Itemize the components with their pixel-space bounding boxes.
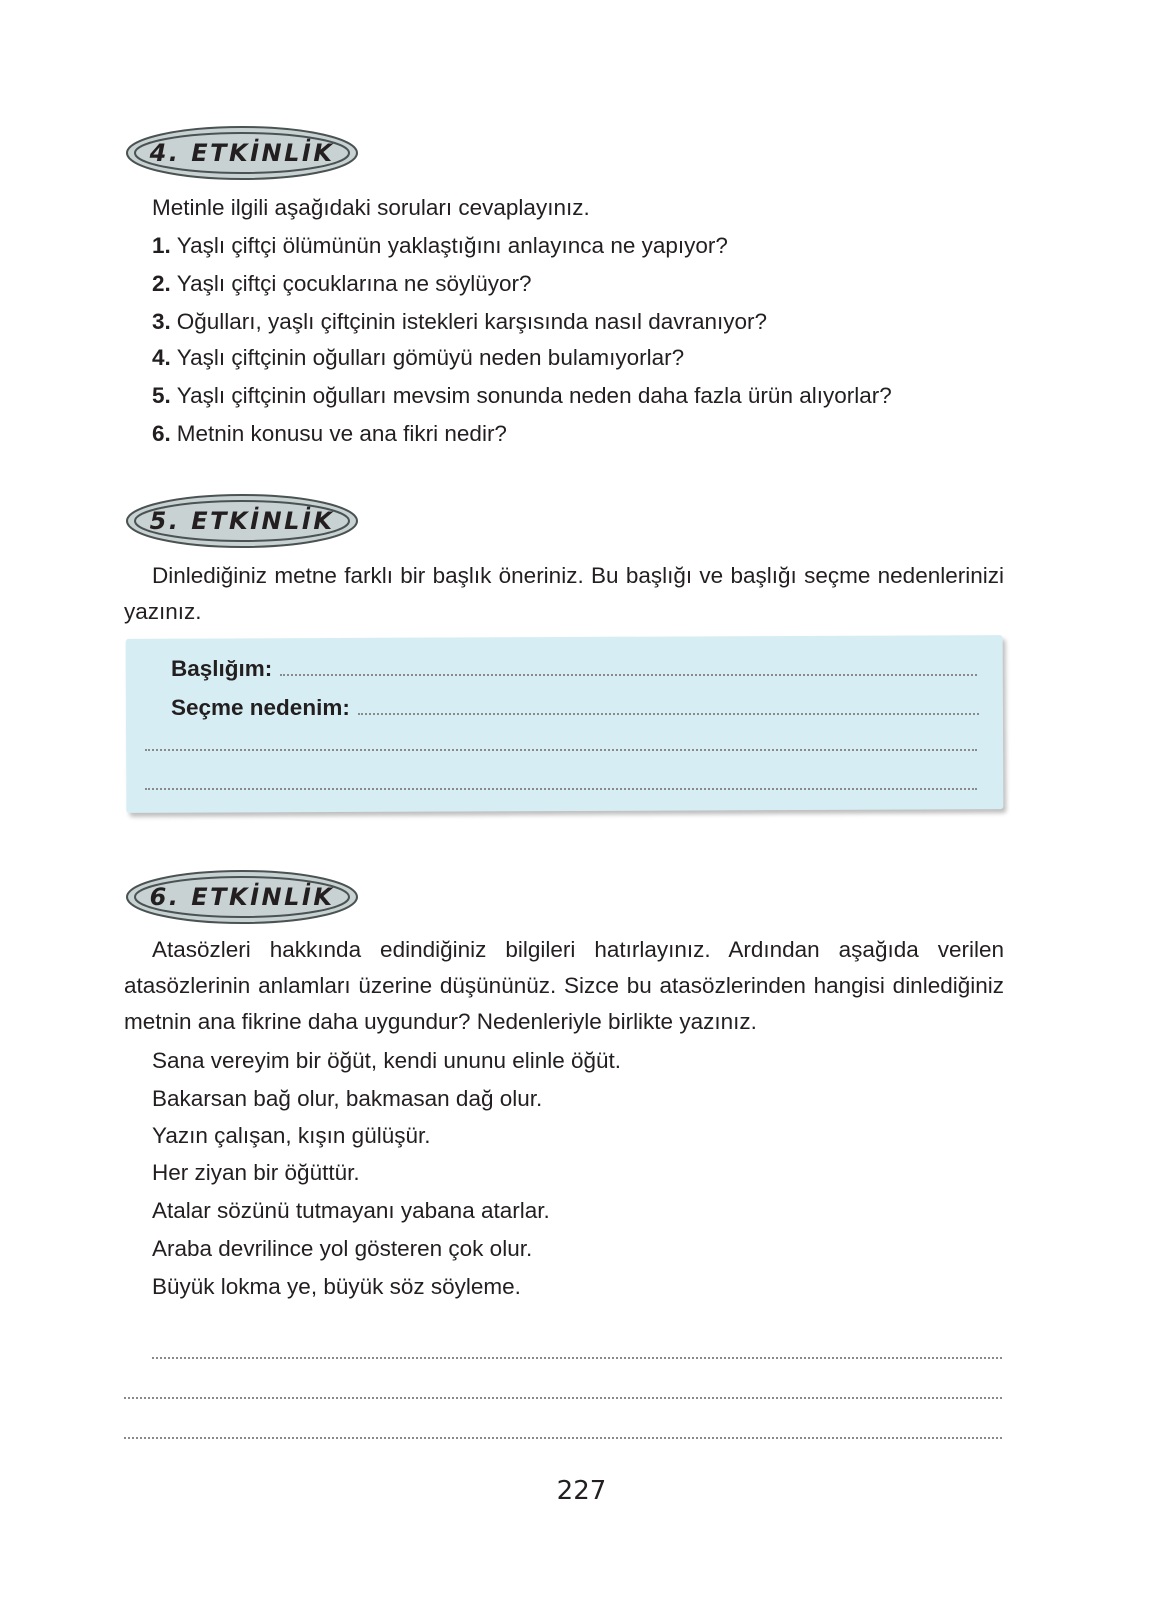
title-answer-line[interactable]: [280, 673, 977, 676]
question-number: 6.: [152, 421, 171, 446]
activity-6-badge: [124, 868, 360, 926]
question-text: Oğulları, yaşlı çiftçinin istekleri karşısında nasıl davranıyor?: [176, 309, 768, 334]
answer-line[interactable]: [124, 1397, 1002, 1399]
question-item: [152, 381, 892, 411]
page-number: 227: [556, 1476, 607, 1506]
question-text: Yaşlı çiftçinin oğulları mevsim sonunda neden daha fazla ürün alıyorlar?: [176, 383, 892, 408]
question-text: Yaşlı çiftçi çocuklarına ne söylüyor?: [176, 271, 532, 296]
answer-line[interactable]: [145, 788, 977, 790]
answer-line[interactable]: [152, 1357, 1002, 1359]
activity-4-intro: Metinle ilgili aşağıdaki soruları cevaplayınız.: [152, 195, 590, 220]
question-number: 4.: [152, 345, 171, 370]
activity-5-badge: [124, 492, 360, 550]
answer-line[interactable]: [124, 1437, 1002, 1439]
question-text: Metnin konusu ve ana fikri nedir?: [176, 421, 507, 446]
question-item: [152, 269, 532, 299]
answer-line[interactable]: [145, 749, 977, 751]
question-item: [152, 419, 507, 449]
proverb-item: Her ziyan bir öğüttür.: [152, 1160, 360, 1185]
activity-4-title: 4. ETKİNLİK: [149, 139, 335, 167]
question-item: [152, 307, 767, 337]
question-text: Yaşlı çiftçinin oğulları gömüyü neden bulamıyorlar?: [176, 345, 685, 370]
proverb-item: Yazın çalışan, kışın gülüşür.: [152, 1123, 431, 1148]
title-field[interactable]: [171, 656, 977, 682]
question-item: [152, 231, 728, 261]
question-number: 1.: [152, 233, 171, 258]
reason-label: Seçme nedenim:: [171, 695, 350, 720]
activity-4-badge: [124, 124, 360, 182]
question-text: Yaşlı çiftçi ölümünün yaklaştığını anlayınca ne yapıyor?: [176, 233, 728, 258]
question-number: 2.: [152, 271, 171, 296]
question-number: 5.: [152, 383, 171, 408]
proverb-item: Büyük lokma ye, büyük söz söyleme.: [152, 1274, 521, 1299]
activity-5-instruction: Dinlediğiniz metne farklı bir başlık öneriniz. Bu başlığı ve başlığı seçme nedenlerinizi yazınız.: [124, 563, 1004, 624]
reason-answer-line[interactable]: [358, 712, 979, 715]
proverb-item: Atalar sözünü tutmayanı yabana atarlar.: [152, 1198, 550, 1223]
question-item: [152, 343, 684, 373]
question-number: 3.: [152, 309, 171, 334]
proverb-item: Bakarsan bağ olur, bakmasan dağ olur.: [152, 1086, 543, 1111]
activity-6-instruction: Atasözleri hakkında edindiğiniz bilgileri hatırlayınız. Ardından aşağıda verilen atasözlerinin anlamları üzerine düşününüz. Sizce bu atasözlerinden hangisi dinlediğiniz metnin ana fikrine daha uygundur? Nedenleriyle birlikte yazınız.: [124, 937, 1004, 1034]
activity-6-title: 6. ETKİNLİK: [149, 883, 335, 911]
proverb-item: Sana vereyim bir öğüt, kendi ununu elinle öğüt.: [152, 1048, 622, 1073]
proverb-item: Araba devrilince yol gösteren çok olur.: [152, 1236, 533, 1261]
title-label: Başlığım:: [171, 656, 273, 681]
activity-5-title: 5. ETKİNLİK: [149, 507, 335, 535]
reason-field[interactable]: [171, 695, 979, 721]
